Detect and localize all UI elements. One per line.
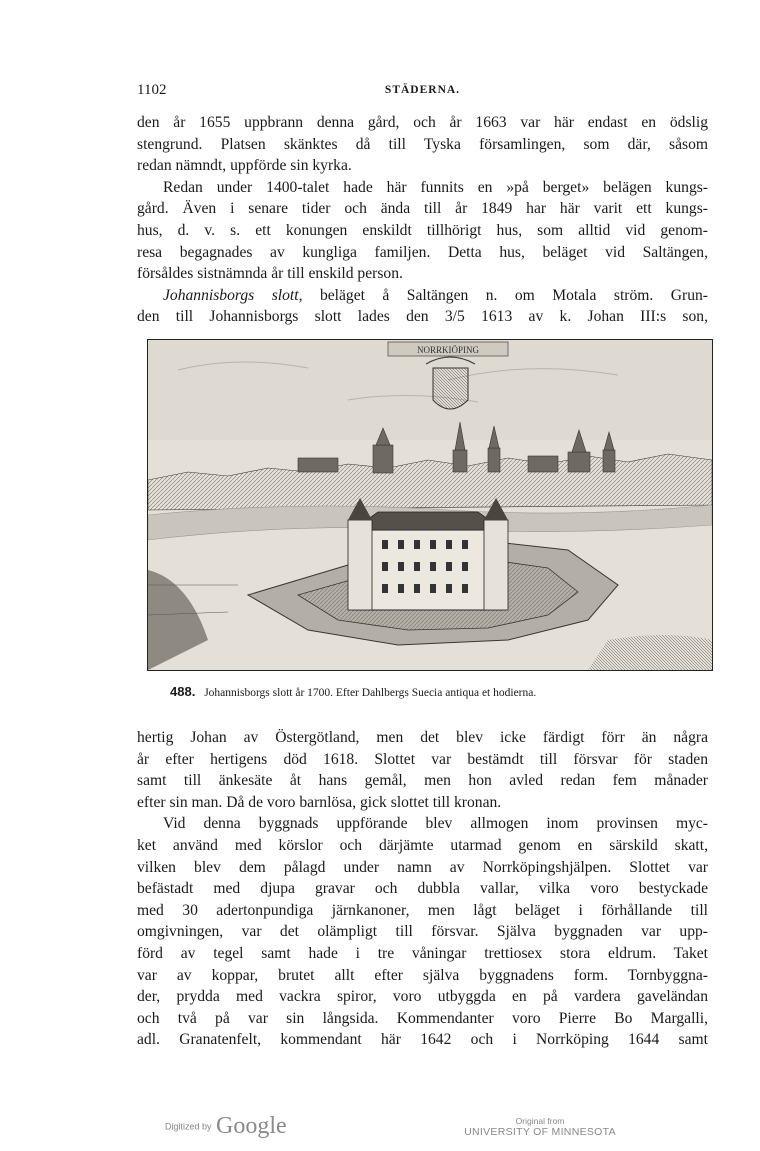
- original-from-label: Original from: [515, 1116, 565, 1126]
- engraving-illustration: [148, 340, 712, 670]
- digitized-by-label: Digitized by: [165, 1121, 212, 1132]
- text-line: försåldes sistnämnda år till enskild person.: [137, 265, 403, 283]
- body-text-before-figure: [137, 112, 708, 328]
- text-line: den år 1655 uppbrann denna gård, och år 1663 var här endast en ödslig: [137, 114, 708, 131]
- figure-caption-text: Johannisborgs slott år 1700. Efter Dahlbergs Suecia antiqua et hodierna.: [204, 687, 537, 699]
- text-line: gård. Även i senare tider och ända till år 1849 har här varit ett kungs-: [137, 200, 708, 218]
- text-line: hertig Johan av Östergötland, men det blev icke färdigt förr än några: [137, 729, 708, 746]
- text-line: Vid denna byggnads uppförande blev allmogen inom provinsen myc-: [163, 815, 708, 833]
- text-line: förd av tegel samt hade i tre våningar trettiosex stora eldrum. Taket: [137, 944, 708, 962]
- text-line: der, prydda med vackra spiror, voro utbyggda en på vardera gaveländan: [137, 988, 708, 1006]
- text-line: vilken blev dem pålagd under namn av Norrköpingshjälpen. Slottet var: [137, 858, 708, 876]
- institution-label: UNIVERSITY OF MINNESOTA: [464, 1126, 616, 1138]
- google-logo: Google: [215, 1113, 287, 1139]
- text-line: redan nämndt, uppförde sin kyrka.: [137, 157, 352, 175]
- text-line: befästadt med djupa gravar och dubbla vallar, vilka voro bestyckade: [137, 880, 708, 898]
- text-line: resa begagnades av kungliga familjen. Detta hus, beläget vid Saltängen,: [137, 243, 708, 261]
- text-line: ket använd med körslor och därjämte utarmad genom en särskild skatt,: [137, 836, 708, 854]
- engraving-figure: [147, 339, 713, 671]
- figure-banner-text: NORRKIÖPING: [416, 345, 480, 355]
- original-source: [440, 1116, 640, 1138]
- text-line: med 30 adertonpundiga järnkanoner, men lågt beläget i förhållande till: [137, 901, 708, 919]
- text-line: år efter hertigens död 1618. Slottet var bestämdt till försvar för staden: [137, 750, 708, 768]
- text-line: samt till änkesäte åt hans gemål, men hon avled redan fem månader: [137, 772, 708, 790]
- page-number: 1102: [137, 82, 167, 98]
- figure-caption: [170, 684, 710, 699]
- text-line: omgivningen, var det olämpligt till försvar. Själva byggnaden var upp-: [137, 923, 708, 941]
- text-line: den till Johannisborgs slott lades den 3/5 1613 av k. Johan III:s son,: [137, 308, 708, 326]
- text-line: och två på var sin långsida. Kommendanter voro Pierre Bo Margalli,: [137, 1009, 708, 1027]
- text-line: var av koppar, brutet allt efter själva byggnadens form. Tornbyggna-: [137, 966, 708, 984]
- text-line: adl. Granatenfelt, kommendant här 1642 och i Norrköping 1644 samt: [137, 1031, 708, 1049]
- text-line: efter sin man. Då de voro barnlösa, gick slottet till kronan.: [137, 793, 502, 811]
- text-line: hus, d. v. s. ett konungen enskildt tillhörigt hus, som alltid vid genom-: [137, 221, 708, 239]
- digitized-by-google: [165, 1113, 287, 1140]
- italic-heading: Johannisborgs slott,: [163, 286, 303, 304]
- page-header: [137, 82, 708, 102]
- figure-number: 488.: [170, 684, 196, 699]
- text-line: Redan under 1400-talet hade här funnits en »på berget» belägen kungs-: [163, 178, 708, 196]
- running-title: STÄDERNA.: [384, 84, 461, 96]
- text-line: stengrund. Platsen skänktes då till Tyska församlingen, som där, såsom: [137, 135, 708, 153]
- text-line: Johannisborgs slott, beläget å Saltängen n. om Motala ström. Grun-: [163, 286, 708, 304]
- body-text-after-figure: [137, 727, 708, 1051]
